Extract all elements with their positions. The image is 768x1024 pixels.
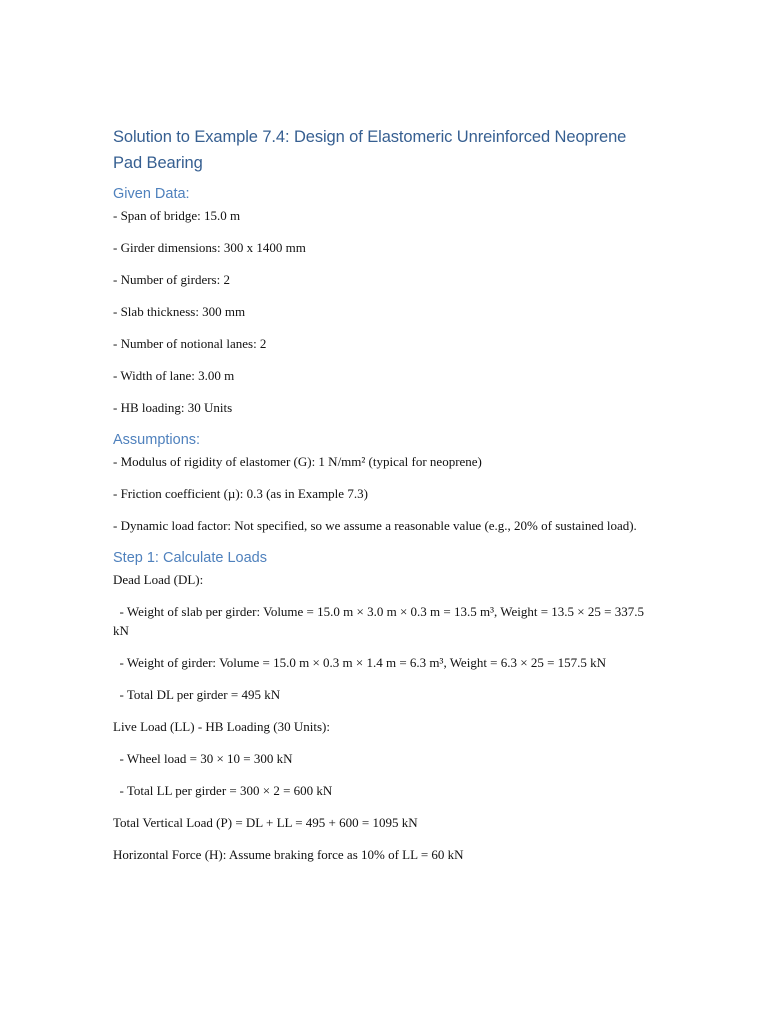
step1-wheel-load: - Wheel load = 30 × 10 = 300 kN (113, 751, 293, 766)
step1-dead-load-label: Dead Load (DL): (113, 572, 204, 587)
given-item-lane-width: - Width of lane: 3.00 m (113, 368, 235, 383)
step1-girder-weight: - Weight of girder: Volume = 15.0 m × 0.3 m × 1.4 m = 6.3 m³, Weight = 6.3 × 25 = 157.5 kN (113, 655, 607, 670)
step1-total-dl: - Total DL per girder = 495 kN (113, 687, 281, 702)
given-item-hb-loading: - HB loading: 30 Units (113, 400, 233, 415)
step1-live-load-label: Live Load (LL) - HB Loading (30 Units): (113, 719, 330, 734)
step1-total-vertical-load: Total Vertical Load (P) = DL + LL = 495 + 600 = 1095 kN (113, 815, 418, 830)
step1-horizontal-force: Horizontal Force (H): Assume braking force as 10% of LL = 60 kN (113, 847, 464, 862)
given-item-number-of-girders: - Number of girders: 2 (113, 272, 230, 287)
given-item-notional-lanes: - Number of notional lanes: 2 (113, 336, 267, 351)
document-title: Solution to Example 7.4: Design of Elastomeric Unreinforced Neoprene Pad Bearing (113, 128, 627, 172)
given-data-heading: Given Data: (113, 186, 190, 202)
step1-heading: Step 1: Calculate Loads (113, 550, 267, 566)
given-item-span: - Span of bridge: 15.0 m (113, 208, 241, 223)
given-item-slab-thickness: - Slab thickness: 300 mm (113, 304, 246, 319)
assumption-friction: - Friction coefficient (µ): 0.3 (as in Example 7.3) (113, 486, 368, 501)
given-item-girder-dimensions: - Girder dimensions: 300 x 1400 mm (113, 240, 306, 255)
assumptions-heading: Assumptions: (113, 432, 201, 448)
assumption-dynamic-load: - Dynamic load factor: Not specified, so we assume a reasonable value (e.g., 20% of sustained load). (113, 518, 637, 533)
document-page (113, 124, 658, 877)
step1-slab-weight: - Weight of slab per girder: Volume = 15.0 m × 3.0 m × 0.3 m = 13.5 m³, Weight = 13.5 × 25 = 337.5 kN (113, 604, 644, 638)
assumption-modulus: - Modulus of rigidity of elastomer (G): 1 N/mm² (typical for neoprene) (113, 454, 482, 469)
step1-total-ll: - Total LL per girder = 300 × 2 = 600 kN (113, 783, 333, 798)
